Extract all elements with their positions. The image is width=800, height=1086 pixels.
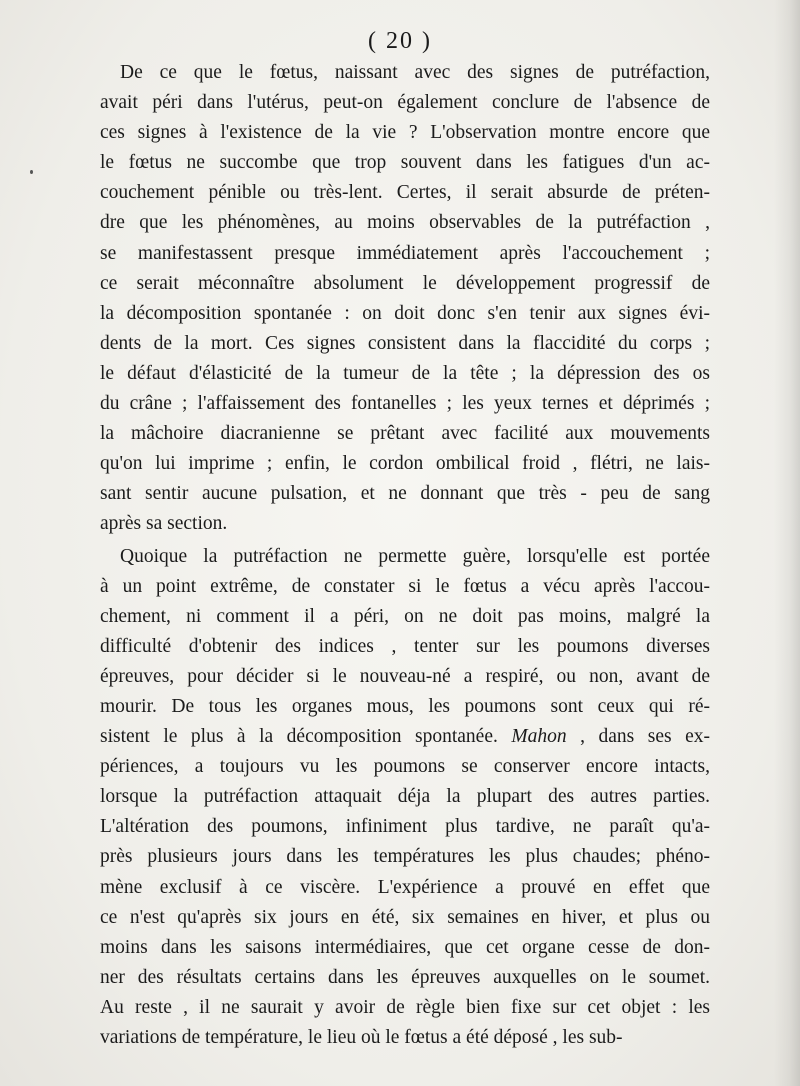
text-line: ces signes à l'existence de la vie ? L'observation montre encore que [100,122,710,144]
paragraph [100,58,710,540]
text-line: périences, a toujours vu les poumons se conserver encore intacts, [100,756,710,778]
ink-speck [30,170,33,174]
text-line: à un point extrême, de constater si le fœtus a vécu après l'accou- [100,575,710,597]
text-line: mène exclusif à ce viscère. L'expérience a prouvé en effet que [100,876,710,898]
text-line: dre que les phénomènes, au moins observables de la putréfaction , [100,212,710,234]
paragraph [100,542,710,1054]
text-line: lorsque la putréfaction attaquait déja la plupart des autres parties. [100,786,710,808]
text-line: ce n'est qu'après six jours en été, six semaines en hiver, et plus ou [100,906,710,928]
text-line: sant sentir aucune pulsation, et ne donnant que très - peu de sang [100,483,710,505]
text-line: du crâne ; l'affaissement des fontanelles ; les yeux ternes et déprimés ; [100,393,710,415]
page-number: ( 20 ) [368,28,432,54]
text-line: se manifestassent presque immédiatement après l'accouchement ; [100,242,710,264]
text-line: chement, ni comment il a péri, on ne doit pas moins, malgré la [100,605,710,627]
text-line: Quoique la putréfaction ne permette guère, lorsqu'elle est portée [120,545,710,567]
text-line: près plusieurs jours dans les températures les plus chaudes; phéno- [100,846,710,868]
text-line: après sa section. [100,513,228,535]
text-line: dents de la mort. Ces signes consistent dans la flaccidité du corps ; [100,332,710,354]
text-line: avait péri dans l'utérus, peut-on également conclure de l'absence de [100,92,710,114]
text-line: la décomposition spontanée : on doit donc s'en tenir aux signes évi- [100,302,710,324]
text-line: De ce que le fœtus, naissant avec des signes de putréfaction, [120,62,710,83]
text-line: le fœtus ne succombe que trop souvent dans les fatigues d'un ac- [100,152,710,174]
text-line: variations de température, le lieu où le fœtus a été déposé , les sub- [100,1027,623,1048]
text-line: couchement pénible ou très-lent. Certes, il serait absurde de préten- [100,182,710,204]
text-line: qu'on lui imprime ; enfin, le cordon ombilical froid , flétri, ne lais- [100,453,710,475]
text-line: difficulté d'obtenir des indices , tenter sur les poumons diverses [100,635,710,657]
body-text [100,58,710,1053]
text-line: mourir. De tous les organes mous, les poumons sont ceux qui ré- [100,695,710,717]
text-line: Au reste , il ne saurait y avoir de règle bien fixe sur cet objet : les [100,996,710,1018]
text-line: le défaut d'élasticité de la tumeur de la tête ; la dépression des os [100,362,710,384]
text-line: moins dans les saisons intermédiaires, que cet organe cesse de don- [100,936,710,958]
text-line: ce serait méconnaître absolument le développement progressif de [100,272,710,294]
text-line: L'altération des poumons, infiniment plus tardive, ne paraît qu'a- [100,816,710,838]
text-line: épreuves, pour décider si le nouveau-né a respiré, ou non, avant de [100,665,710,687]
text-line: sistent le plus à la décomposition spontanée. Mahon , dans ses ex- [100,726,710,748]
page-edge-shadow [774,0,800,1086]
text-line: la mâchoire diacranienne se prêtant avec facilité aux mouvements [100,423,710,445]
text-line: ner des résultats certains dans les épreuves auxquelles on le soumet. [100,966,710,988]
